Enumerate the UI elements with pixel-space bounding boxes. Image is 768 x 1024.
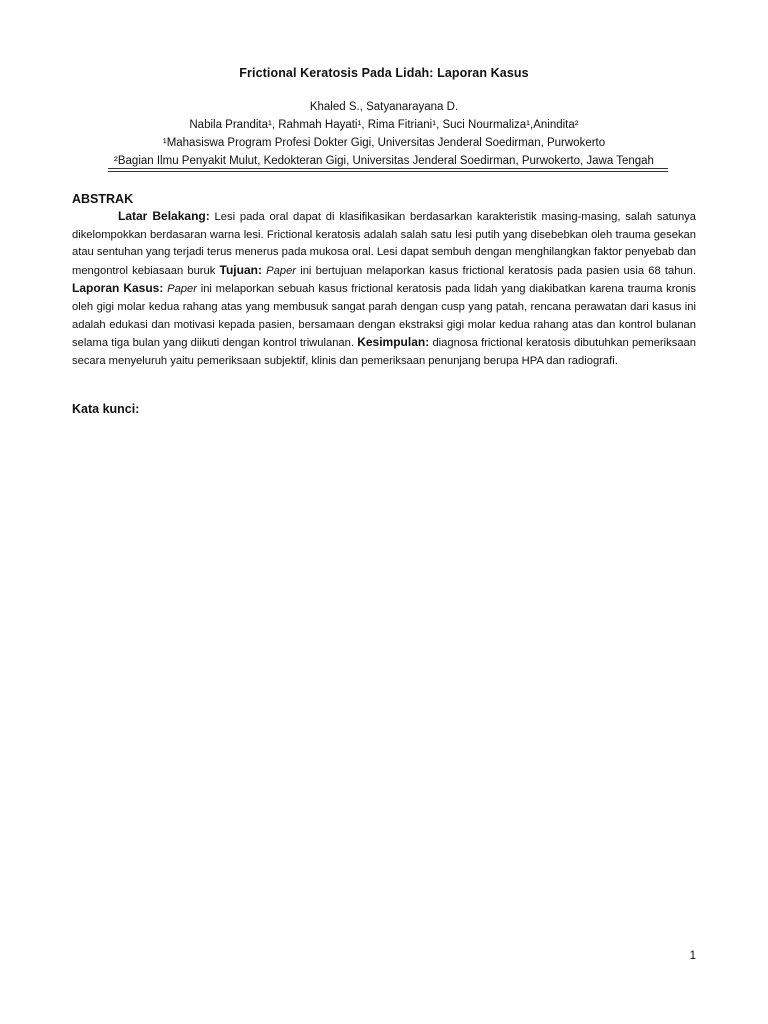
case-report-text: ini melaporkan sebuah kasus frictional keratosis pada lidah yang diakibatkan karena trauma kronis oleh gigi molar kedua rahang atas yang membusuk sangat parah dengan cusp yang patah, rencana perawatan dari kasus ini adalah edukasi dan motivasi kepada pasien, bersamaan dengan ekstraksi gigi molar kedua rahang atas dan kontrol bulanan selama tiga bulan yang diikuti dengan kontrol triwulanan. [72,283,697,350]
author-block [0,98,768,170]
header-rule-top [108,168,668,169]
header-rule-bottom [108,171,668,172]
author-line-secondary: Nabila Prandita¹, Rahmah Hayati¹, Rima Fitriani¹, Suci Nourmaliza¹,Anindita² [189,119,579,131]
page-number: 1 [689,950,696,962]
background-label: Latar Belakang: [118,209,210,223]
abstract-paragraph [72,208,696,370]
conclusion-label: Kesimpulan: [357,335,430,350]
objective-label: Tujuan: [219,262,262,277]
conclusion-text: diagnosa frictional keratosis dibutuhkan pemeriksaan secara menyeluruh yaitu pemeriksaan subjektif, klinis dan pemeriksaan penunjang berupa HPA dan radiografi. [72,337,696,367]
affiliation-2: ²Bagian Ilmu Penyakit Mulut, Kedokteran Gigi, Universitas Jenderal Soedirman, Purwokerto, Jawa Tengah [114,155,654,167]
author-line-primary: Khaled S., Satyanarayana D. [309,101,459,113]
case-report-label: Laporan Kasus: [72,281,164,296]
case-report-paper-word: Paper [167,283,197,296]
paper-title: Frictional Keratosis Pada Lidah: Laporan Kasus [239,66,529,80]
keywords-label: Kata kunci: [72,402,140,416]
objective-text: ini bertujuan melaporkan kasus frictional keratosis pada pasien usia 68 tahun. [296,264,696,277]
affiliation-1: ¹Mahasiswa Program Profesi Dokter Gigi, Universitas Jenderal Soedirman, Purwokerto [162,137,606,149]
objective-paper-word: Paper [266,264,297,277]
abstract-heading: ABSTRAK [72,192,134,206]
background-text: Lesi pada oral dapat di klasifikasikan berdasarkan karakteristik masing-masing, salah satunya dikelompokkan berdasaran warna lesi. Frictional keratosis adalah salah satu lesi putih yang disebebkan oleh trauma gesekan atau sentuhan yang terjadi terus menerus pada mukosa oral. Lesi dapat sembuh dengan menghilangkan faktor penyebab dan mengontrol kebiasaan buruk [72,211,696,277]
